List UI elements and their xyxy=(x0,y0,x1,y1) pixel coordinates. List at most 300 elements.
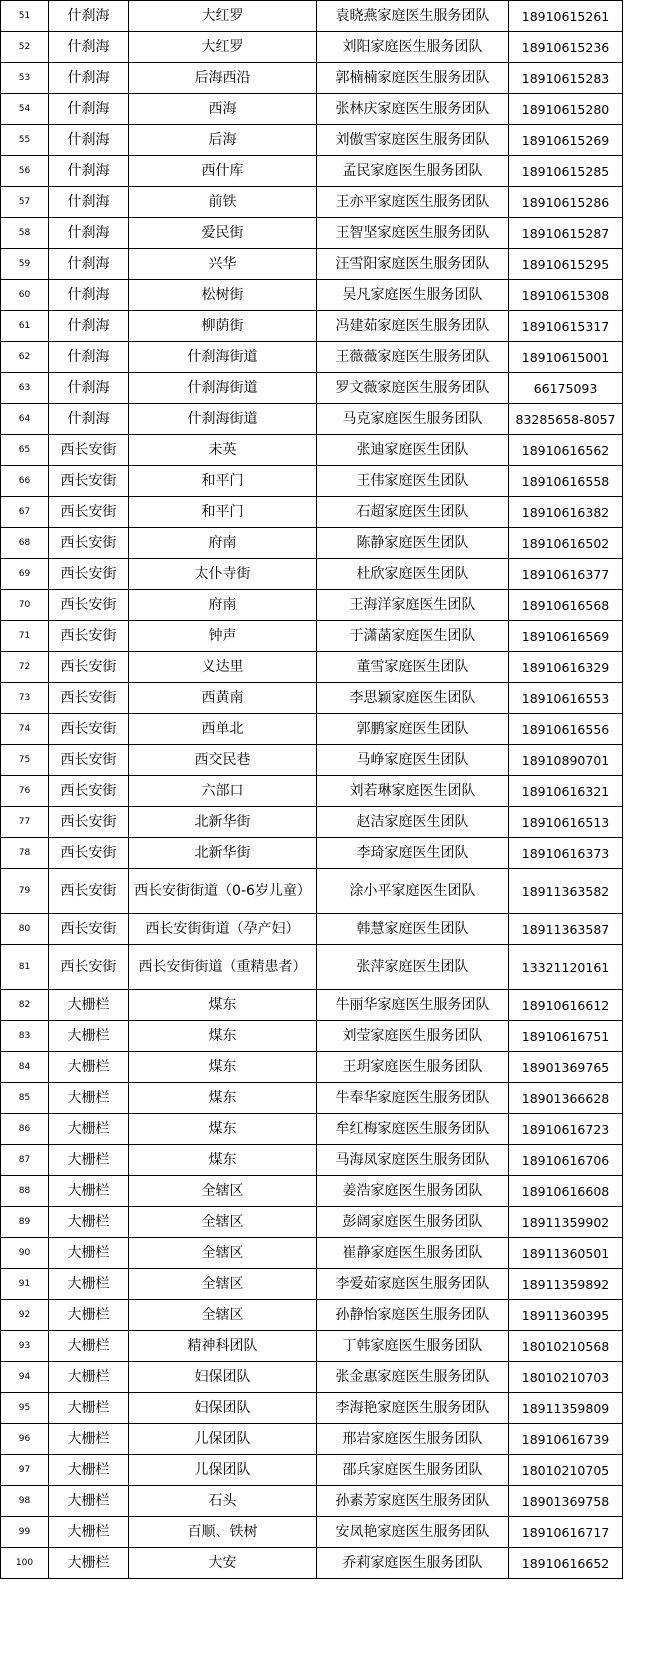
team-name: 李海艳家庭医生服务团队 xyxy=(317,1393,509,1424)
street-name: 大栅栏 xyxy=(49,1455,129,1486)
phone-number: 18910616558 xyxy=(509,466,623,497)
table-row xyxy=(1,1300,623,1331)
team-name: 张萍家庭医生团队 xyxy=(317,945,509,990)
table-row xyxy=(1,125,623,156)
row-number: 85 xyxy=(1,1083,49,1114)
street-name: 大栅栏 xyxy=(49,990,129,1021)
team-name: 牟红梅家庭医生服务团队 xyxy=(317,1114,509,1145)
service-area: 西黄南 xyxy=(129,683,317,714)
street-name: 西长安街 xyxy=(49,528,129,559)
service-area: 西什库 xyxy=(129,156,317,187)
table-row xyxy=(1,776,623,807)
service-area: 和平门 xyxy=(129,466,317,497)
team-name: 冯建茹家庭医生服务团队 xyxy=(317,311,509,342)
row-number: 59 xyxy=(1,249,49,280)
table-row xyxy=(1,807,623,838)
phone-number: 18910616556 xyxy=(509,714,623,745)
service-area: 全辖区 xyxy=(129,1207,317,1238)
team-name: 马海凤家庭医生服务团队 xyxy=(317,1145,509,1176)
row-number: 91 xyxy=(1,1269,49,1300)
street-name: 大栅栏 xyxy=(49,1083,129,1114)
phone-number: 18910615295 xyxy=(509,249,623,280)
phone-number: 66175093 xyxy=(509,373,623,404)
table-row xyxy=(1,683,623,714)
street-name: 西长安街 xyxy=(49,776,129,807)
street-name: 什刹海 xyxy=(49,125,129,156)
team-name: 孙素芳家庭医生服务团队 xyxy=(317,1486,509,1517)
phone-number: 18911360501 xyxy=(509,1238,623,1269)
row-number: 60 xyxy=(1,280,49,311)
team-name: 李琦家庭医生团队 xyxy=(317,838,509,869)
street-name: 大栅栏 xyxy=(49,1517,129,1548)
team-name: 王玥家庭医生服务团队 xyxy=(317,1052,509,1083)
row-number: 83 xyxy=(1,1021,49,1052)
street-name: 什刹海 xyxy=(49,249,129,280)
table-row xyxy=(1,280,623,311)
service-area: 西交民巷 xyxy=(129,745,317,776)
row-number: 100 xyxy=(1,1548,49,1579)
phone-number: 18910616652 xyxy=(509,1548,623,1579)
row-number: 97 xyxy=(1,1455,49,1486)
team-name: 邢岩家庭医生服务团队 xyxy=(317,1424,509,1455)
team-name: 郭楠楠家庭医生服务团队 xyxy=(317,63,509,94)
street-name: 西长安街 xyxy=(49,838,129,869)
service-area: 全辖区 xyxy=(129,1300,317,1331)
team-name: 张金惠家庭医生服务团队 xyxy=(317,1362,509,1393)
row-number: 78 xyxy=(1,838,49,869)
service-area: 和平门 xyxy=(129,497,317,528)
service-area: 六部口 xyxy=(129,776,317,807)
team-name: 姜浩家庭医生服务团队 xyxy=(317,1176,509,1207)
table-row xyxy=(1,714,623,745)
table-row xyxy=(1,187,623,218)
row-number: 98 xyxy=(1,1486,49,1517)
phone-number: 18910615001 xyxy=(509,342,623,373)
street-name: 大栅栏 xyxy=(49,1052,129,1083)
service-area: 大安 xyxy=(129,1548,317,1579)
phone-number: 18910615317 xyxy=(509,311,623,342)
phone-number: 18910615261 xyxy=(509,1,623,32)
service-area: 石头 xyxy=(129,1486,317,1517)
team-name: 罗文薇家庭医生服务团队 xyxy=(317,373,509,404)
phone-number: 18911359809 xyxy=(509,1393,623,1424)
row-number: 67 xyxy=(1,497,49,528)
table-row xyxy=(1,404,623,435)
row-number: 90 xyxy=(1,1238,49,1269)
phone-number: 18910616751 xyxy=(509,1021,623,1052)
phone-number: 18910616717 xyxy=(509,1517,623,1548)
phone-number: 18910890701 xyxy=(509,745,623,776)
table-row xyxy=(1,838,623,869)
row-number: 68 xyxy=(1,528,49,559)
row-number: 71 xyxy=(1,621,49,652)
phone-number: 18910616608 xyxy=(509,1176,623,1207)
table-row xyxy=(1,1548,623,1579)
row-number: 54 xyxy=(1,94,49,125)
table-row xyxy=(1,745,623,776)
service-area: 西长安街街道（重精患者） xyxy=(129,945,317,990)
phone-number: 18910616568 xyxy=(509,590,623,621)
street-name: 大栅栏 xyxy=(49,1393,129,1424)
table-row xyxy=(1,528,623,559)
service-area: 太仆寺街 xyxy=(129,559,317,590)
team-name: 陈静家庭医生团队 xyxy=(317,528,509,559)
phone-number: 18910616373 xyxy=(509,838,623,869)
row-number: 55 xyxy=(1,125,49,156)
street-name: 大栅栏 xyxy=(49,1269,129,1300)
table-row xyxy=(1,63,623,94)
table-row xyxy=(1,218,623,249)
table-row xyxy=(1,1207,623,1238)
team-name: 吴凡家庭医生服务团队 xyxy=(317,280,509,311)
table-row xyxy=(1,869,623,914)
team-name: 邵兵家庭医生服务团队 xyxy=(317,1455,509,1486)
street-name: 什刹海 xyxy=(49,32,129,63)
row-number: 89 xyxy=(1,1207,49,1238)
service-area: 全辖区 xyxy=(129,1269,317,1300)
team-name: 乔莉家庭医生服务团队 xyxy=(317,1548,509,1579)
phone-number: 18910615285 xyxy=(509,156,623,187)
service-area: 义达里 xyxy=(129,652,317,683)
table-row xyxy=(1,1517,623,1548)
service-area: 府南 xyxy=(129,590,317,621)
street-name: 西长安街 xyxy=(49,869,129,914)
service-area: 西长安街街道（孕产妇） xyxy=(129,914,317,945)
table-row xyxy=(1,1362,623,1393)
street-name: 西长安街 xyxy=(49,466,129,497)
phone-number: 18910616513 xyxy=(509,807,623,838)
table-row xyxy=(1,621,623,652)
row-number: 88 xyxy=(1,1176,49,1207)
table-row xyxy=(1,1114,623,1145)
service-area: 北新华街 xyxy=(129,807,317,838)
table-row xyxy=(1,1486,623,1517)
street-name: 大栅栏 xyxy=(49,1145,129,1176)
service-area: 妇保团队 xyxy=(129,1393,317,1424)
service-area: 松树街 xyxy=(129,280,317,311)
street-name: 什刹海 xyxy=(49,342,129,373)
phone-number: 18910616553 xyxy=(509,683,623,714)
team-name: 牛奉华家庭医生服务团队 xyxy=(317,1083,509,1114)
table-row xyxy=(1,590,623,621)
street-name: 大栅栏 xyxy=(49,1424,129,1455)
row-number: 73 xyxy=(1,683,49,714)
street-name: 西长安街 xyxy=(49,807,129,838)
phone-number: 18910615308 xyxy=(509,280,623,311)
street-name: 大栅栏 xyxy=(49,1176,129,1207)
team-name: 赵洁家庭医生团队 xyxy=(317,807,509,838)
team-name: 刘若琳家庭医生团队 xyxy=(317,776,509,807)
service-area: 未英 xyxy=(129,435,317,466)
street-name: 大栅栏 xyxy=(49,1114,129,1145)
table-row xyxy=(1,990,623,1021)
team-name: 石超家庭医生团队 xyxy=(317,497,509,528)
service-area: 什刹海街道 xyxy=(129,373,317,404)
phone-number: 18910615280 xyxy=(509,94,623,125)
table-body xyxy=(1,1,623,1579)
phone-number: 18910616502 xyxy=(509,528,623,559)
team-name: 彭阔家庭医生服务团队 xyxy=(317,1207,509,1238)
service-area: 儿保团队 xyxy=(129,1455,317,1486)
row-number: 72 xyxy=(1,652,49,683)
table-row xyxy=(1,1021,623,1052)
table-row xyxy=(1,1331,623,1362)
phone-number: 18911363582 xyxy=(509,869,623,914)
phone-number: 18910616706 xyxy=(509,1145,623,1176)
service-area: 钟声 xyxy=(129,621,317,652)
phone-number: 18010210703 xyxy=(509,1362,623,1393)
service-area: 精神科团队 xyxy=(129,1331,317,1362)
phone-number: 18910616569 xyxy=(509,621,623,652)
row-number: 95 xyxy=(1,1393,49,1424)
phone-number: 18910615236 xyxy=(509,32,623,63)
service-area: 西海 xyxy=(129,94,317,125)
team-name: 王海洋家庭医生团队 xyxy=(317,590,509,621)
phone-number: 18010210568 xyxy=(509,1331,623,1362)
street-name: 什刹海 xyxy=(49,218,129,249)
table-row xyxy=(1,32,623,63)
team-name: 崔静家庭医生服务团队 xyxy=(317,1238,509,1269)
row-number: 79 xyxy=(1,869,49,914)
table-row xyxy=(1,497,623,528)
row-number: 75 xyxy=(1,745,49,776)
phone-number: 18901366628 xyxy=(509,1083,623,1114)
row-number: 66 xyxy=(1,466,49,497)
table-row xyxy=(1,249,623,280)
street-name: 什刹海 xyxy=(49,280,129,311)
team-name: 马克家庭医生服务团队 xyxy=(317,404,509,435)
row-number: 62 xyxy=(1,342,49,373)
team-name: 袁晓燕家庭医生服务团队 xyxy=(317,1,509,32)
team-name: 郭鹏家庭医生团队 xyxy=(317,714,509,745)
team-name: 张林庆家庭医生服务团队 xyxy=(317,94,509,125)
row-number: 74 xyxy=(1,714,49,745)
team-name: 牛丽华家庭医生服务团队 xyxy=(317,990,509,1021)
table-row xyxy=(1,435,623,466)
table-row xyxy=(1,1083,623,1114)
row-number: 81 xyxy=(1,945,49,990)
street-name: 西长安街 xyxy=(49,590,129,621)
phone-number: 18901369765 xyxy=(509,1052,623,1083)
team-name: 李爱茹家庭医生服务团队 xyxy=(317,1269,509,1300)
service-area: 煤东 xyxy=(129,1114,317,1145)
row-number: 51 xyxy=(1,1,49,32)
team-name: 李思颖家庭医生团队 xyxy=(317,683,509,714)
team-name: 张迪家庭医生团队 xyxy=(317,435,509,466)
street-name: 西长安街 xyxy=(49,559,129,590)
service-area: 什刹海街道 xyxy=(129,404,317,435)
phone-number: 18901369758 xyxy=(509,1486,623,1517)
service-area: 西单北 xyxy=(129,714,317,745)
phone-number: 18910616329 xyxy=(509,652,623,683)
team-name: 董雪家庭医生团队 xyxy=(317,652,509,683)
table-row xyxy=(1,1052,623,1083)
phone-number: 18911360395 xyxy=(509,1300,623,1331)
team-name: 杜欣家庭医生团队 xyxy=(317,559,509,590)
service-area: 府南 xyxy=(129,528,317,559)
row-number: 80 xyxy=(1,914,49,945)
street-name: 大栅栏 xyxy=(49,1207,129,1238)
phone-number: 18911363587 xyxy=(509,914,623,945)
table-row xyxy=(1,1145,623,1176)
phone-number: 18910615287 xyxy=(509,218,623,249)
phone-number: 18910616739 xyxy=(509,1424,623,1455)
row-number: 69 xyxy=(1,559,49,590)
team-name: 孙静怡家庭医生服务团队 xyxy=(317,1300,509,1331)
phone-number: 18910615283 xyxy=(509,63,623,94)
table-row xyxy=(1,1176,623,1207)
table-row xyxy=(1,1269,623,1300)
street-name: 什刹海 xyxy=(49,187,129,218)
table-row xyxy=(1,1,623,32)
table-row xyxy=(1,156,623,187)
table-row xyxy=(1,311,623,342)
service-area: 煤东 xyxy=(129,1021,317,1052)
street-name: 西长安街 xyxy=(49,435,129,466)
row-number: 57 xyxy=(1,187,49,218)
team-name: 刘莹家庭医生服务团队 xyxy=(317,1021,509,1052)
service-area: 大红罗 xyxy=(129,1,317,32)
row-number: 82 xyxy=(1,990,49,1021)
street-name: 什刹海 xyxy=(49,373,129,404)
street-name: 大栅栏 xyxy=(49,1021,129,1052)
team-name: 丁韩家庭医生服务团队 xyxy=(317,1331,509,1362)
phone-number: 18010210705 xyxy=(509,1455,623,1486)
team-name: 王亦平家庭医生服务团队 xyxy=(317,187,509,218)
table-row xyxy=(1,945,623,990)
table-row xyxy=(1,914,623,945)
row-number: 64 xyxy=(1,404,49,435)
row-number: 52 xyxy=(1,32,49,63)
row-number: 53 xyxy=(1,63,49,94)
service-area: 煤东 xyxy=(129,1145,317,1176)
table-row xyxy=(1,1455,623,1486)
street-name: 什刹海 xyxy=(49,63,129,94)
street-name: 西长安街 xyxy=(49,745,129,776)
phone-number: 18910616723 xyxy=(509,1114,623,1145)
row-number: 58 xyxy=(1,218,49,249)
street-name: 大栅栏 xyxy=(49,1300,129,1331)
table-row xyxy=(1,1238,623,1269)
service-area: 百顺、铁树 xyxy=(129,1517,317,1548)
row-number: 86 xyxy=(1,1114,49,1145)
service-area: 后海西沿 xyxy=(129,63,317,94)
street-name: 什刹海 xyxy=(49,94,129,125)
row-number: 92 xyxy=(1,1300,49,1331)
service-area: 煤东 xyxy=(129,1052,317,1083)
service-area: 柳荫街 xyxy=(129,311,317,342)
service-area: 全辖区 xyxy=(129,1238,317,1269)
team-name: 孟民家庭医生服务团队 xyxy=(317,156,509,187)
team-name: 涂小平家庭医生团队 xyxy=(317,869,509,914)
row-number: 84 xyxy=(1,1052,49,1083)
team-name: 王薇薇家庭医生服务团队 xyxy=(317,342,509,373)
street-name: 大栅栏 xyxy=(49,1362,129,1393)
phone-number: 13321120161 xyxy=(509,945,623,990)
phone-number: 18910615286 xyxy=(509,187,623,218)
phone-number: 18910615269 xyxy=(509,125,623,156)
street-name: 西长安街 xyxy=(49,497,129,528)
row-number: 94 xyxy=(1,1362,49,1393)
phone-number: 18910616382 xyxy=(509,497,623,528)
row-number: 65 xyxy=(1,435,49,466)
row-number: 87 xyxy=(1,1145,49,1176)
team-name: 汪雪阳家庭医生服务团队 xyxy=(317,249,509,280)
table-row xyxy=(1,1393,623,1424)
service-area: 煤东 xyxy=(129,990,317,1021)
street-name: 大栅栏 xyxy=(49,1548,129,1579)
table-row xyxy=(1,373,623,404)
team-name: 刘阳家庭医生服务团队 xyxy=(317,32,509,63)
service-area: 什刹海街道 xyxy=(129,342,317,373)
service-area: 全辖区 xyxy=(129,1176,317,1207)
team-name: 安凤艳家庭医生服务团队 xyxy=(317,1517,509,1548)
street-name: 西长安街 xyxy=(49,945,129,990)
table-row xyxy=(1,342,623,373)
row-number: 93 xyxy=(1,1331,49,1362)
table-row xyxy=(1,94,623,125)
street-name: 西长安街 xyxy=(49,714,129,745)
row-number: 96 xyxy=(1,1424,49,1455)
row-number: 99 xyxy=(1,1517,49,1548)
service-area: 西长安街街道（0-6岁儿童） xyxy=(129,869,317,914)
team-name: 于潇菡家庭医生团队 xyxy=(317,621,509,652)
service-area: 妇保团队 xyxy=(129,1362,317,1393)
row-number: 77 xyxy=(1,807,49,838)
row-number: 61 xyxy=(1,311,49,342)
row-number: 56 xyxy=(1,156,49,187)
service-area: 儿保团队 xyxy=(129,1424,317,1455)
street-name: 大栅栏 xyxy=(49,1238,129,1269)
street-name: 西长安街 xyxy=(49,914,129,945)
phone-number: 18910616562 xyxy=(509,435,623,466)
team-name: 刘傲雪家庭医生服务团队 xyxy=(317,125,509,156)
team-name: 王智坚家庭医生服务团队 xyxy=(317,218,509,249)
phone-number: 18911359902 xyxy=(509,1207,623,1238)
table-row xyxy=(1,1424,623,1455)
service-area: 后海 xyxy=(129,125,317,156)
street-name: 大栅栏 xyxy=(49,1331,129,1362)
table-row xyxy=(1,559,623,590)
street-name: 大栅栏 xyxy=(49,1486,129,1517)
service-area: 兴华 xyxy=(129,249,317,280)
service-area: 爱民街 xyxy=(129,218,317,249)
street-name: 什刹海 xyxy=(49,1,129,32)
table-row xyxy=(1,652,623,683)
street-name: 西长安街 xyxy=(49,683,129,714)
phone-number: 18910616377 xyxy=(509,559,623,590)
service-area: 煤东 xyxy=(129,1083,317,1114)
service-area: 北新华街 xyxy=(129,838,317,869)
team-name: 王伟家庭医生团队 xyxy=(317,466,509,497)
row-number: 63 xyxy=(1,373,49,404)
street-name: 西长安街 xyxy=(49,621,129,652)
phone-number: 18911359892 xyxy=(509,1269,623,1300)
street-name: 什刹海 xyxy=(49,311,129,342)
row-number: 76 xyxy=(1,776,49,807)
phone-number: 83285658-8057 xyxy=(509,404,623,435)
table-row xyxy=(1,466,623,497)
row-number: 70 xyxy=(1,590,49,621)
service-area: 大红罗 xyxy=(129,32,317,63)
team-name: 韩慧家庭医生团队 xyxy=(317,914,509,945)
phone-number: 18910616321 xyxy=(509,776,623,807)
street-name: 什刹海 xyxy=(49,404,129,435)
street-name: 西长安街 xyxy=(49,652,129,683)
street-name: 什刹海 xyxy=(49,156,129,187)
team-name: 马峥家庭医生团队 xyxy=(317,745,509,776)
phone-number: 18910616612 xyxy=(509,990,623,1021)
